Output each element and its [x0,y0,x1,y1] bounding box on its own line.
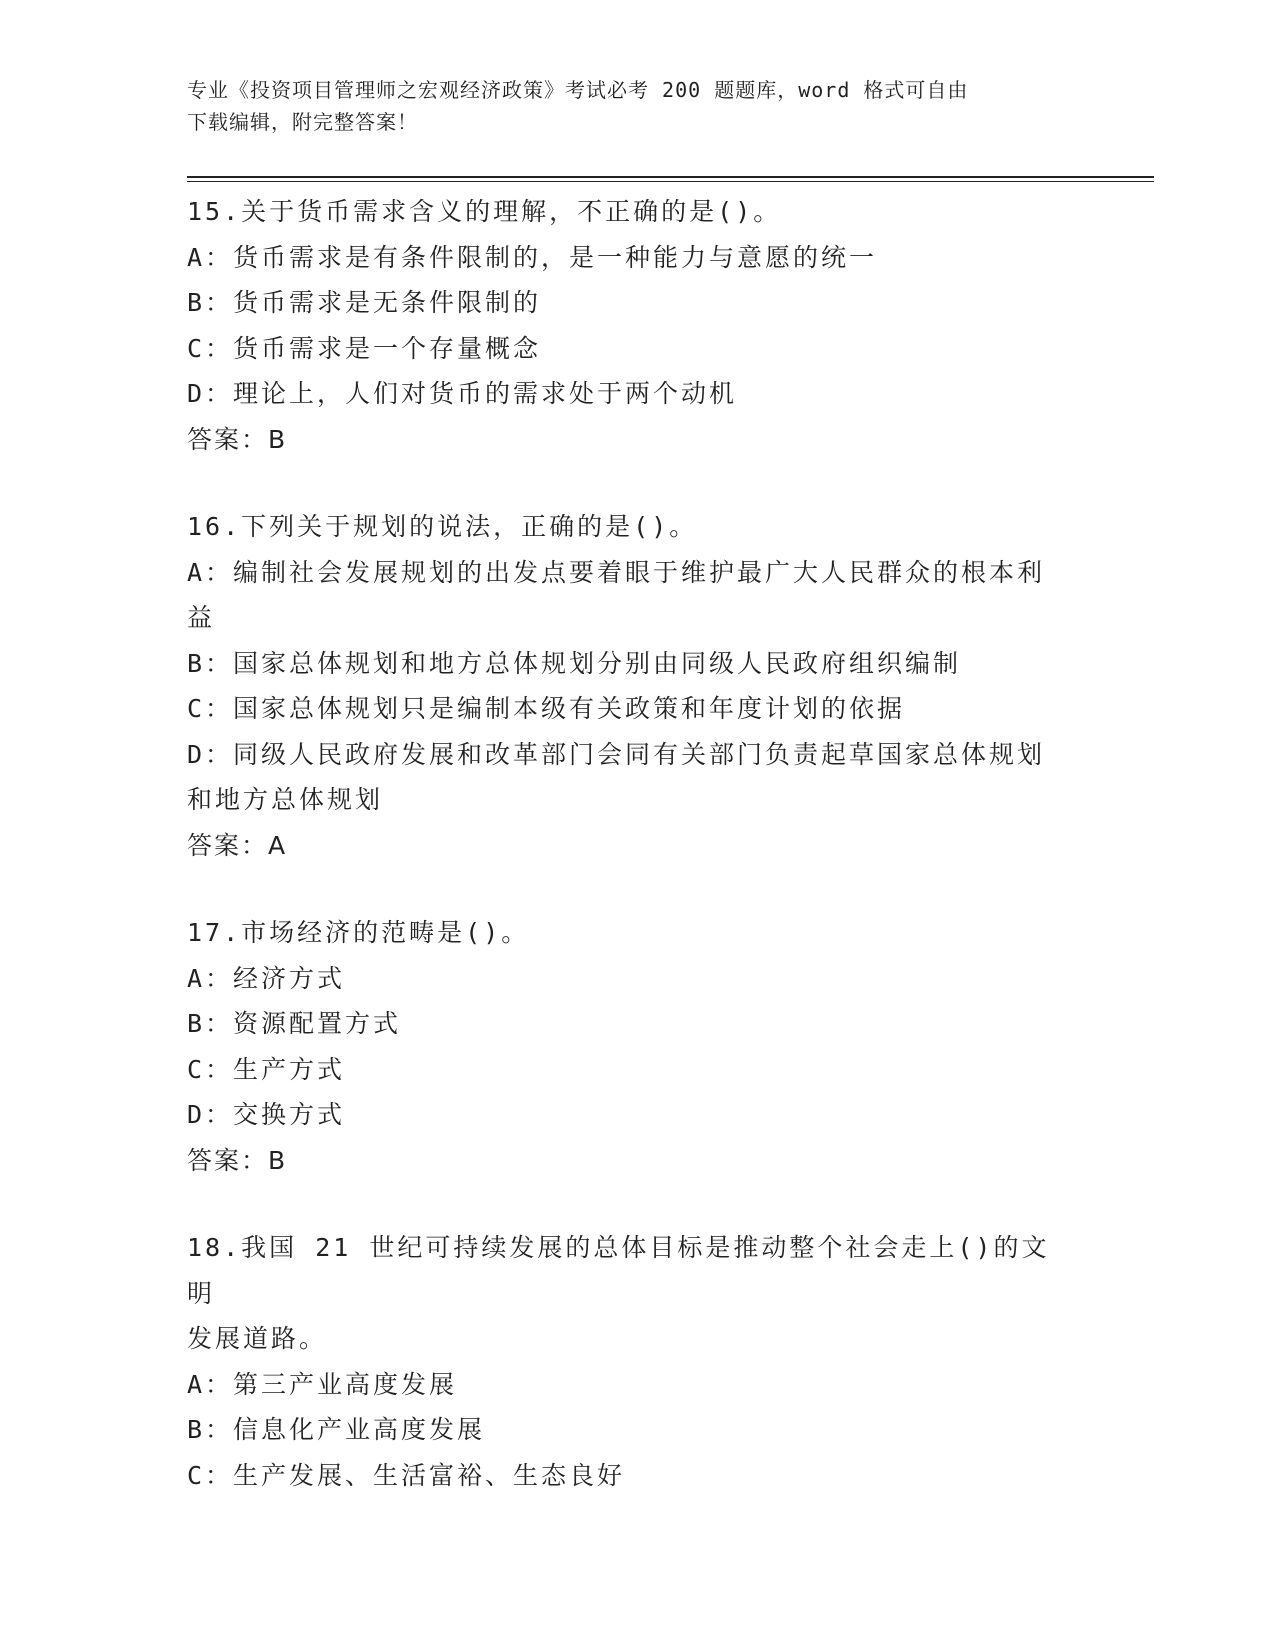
option-c: C：货币需求是一个存量概念 [187,333,542,363]
question-stem: 16.下列关于规划的说法，正确的是()。 [187,512,698,541]
header-divider-bottom [187,181,1154,182]
option-d-continued: 和地方总体规划 [187,785,384,814]
answer-label: 答案：A [187,830,288,860]
question-stem-continued: 发展道路。 [187,1324,328,1353]
header-line-1: 专业《投资项目管理师之宏观经济政策》考试必考 200 题题库，word 格式可自由 [187,78,969,102]
option-c: C：国家总体规划只是编制本级有关政策和年度计划的依据 [187,694,906,723]
question-stem: 17.市场经济的范畴是()。 [187,918,530,947]
option-a-continued: 益 [187,603,216,632]
option-a: A：第三产业高度发展 [187,1369,458,1399]
option-b: B：资源配置方式 [187,1009,402,1038]
option-b: B：国家总体规划和地方总体规划分别由同级人民政府组织编制 [187,648,962,678]
question-list [187,189,1067,1540]
option-b: B：货币需求是无条件限制的 [187,288,542,317]
question-16 [187,504,1067,868]
question-stem: 15.关于货币需求含义的理解，不正确的是()。 [187,197,782,226]
option-b: B：信息化产业高度发展 [187,1415,486,1444]
option-d: D：同级人民政府发展和改革部门会同有关部门负责起草国家总体规划 [187,739,1046,769]
option-d: D：交换方式 [187,1100,346,1129]
option-a: A：货币需求是有条件限制的，是一种能力与意愿的统一 [187,242,878,272]
header-line-2: 下载编辑，附完整答案！ [187,110,418,134]
question-17 [187,910,1067,1183]
option-c: C：生产方式 [187,1054,346,1084]
question-stem: 18.我国 21 世纪可持续发展的总体目标是推动整个社会走上()的文明 [187,1233,1050,1308]
option-c: C：生产发展、生活富裕、生态良好 [187,1460,626,1490]
question-18 [187,1225,1067,1498]
answer-label: 答案：B [187,1145,288,1175]
question-15 [187,189,1067,462]
option-a: A：经济方式 [187,963,346,993]
option-d: D：理论上，人们对货币的需求处于两个动机 [187,379,738,408]
option-a: A：编制社会发展规划的出发点要着眼于维护最广大人民群众的根本利 [187,557,1046,587]
answer-label: 答案：B [187,424,288,454]
header-divider-top [187,176,1154,178]
document-header [187,74,1067,138]
